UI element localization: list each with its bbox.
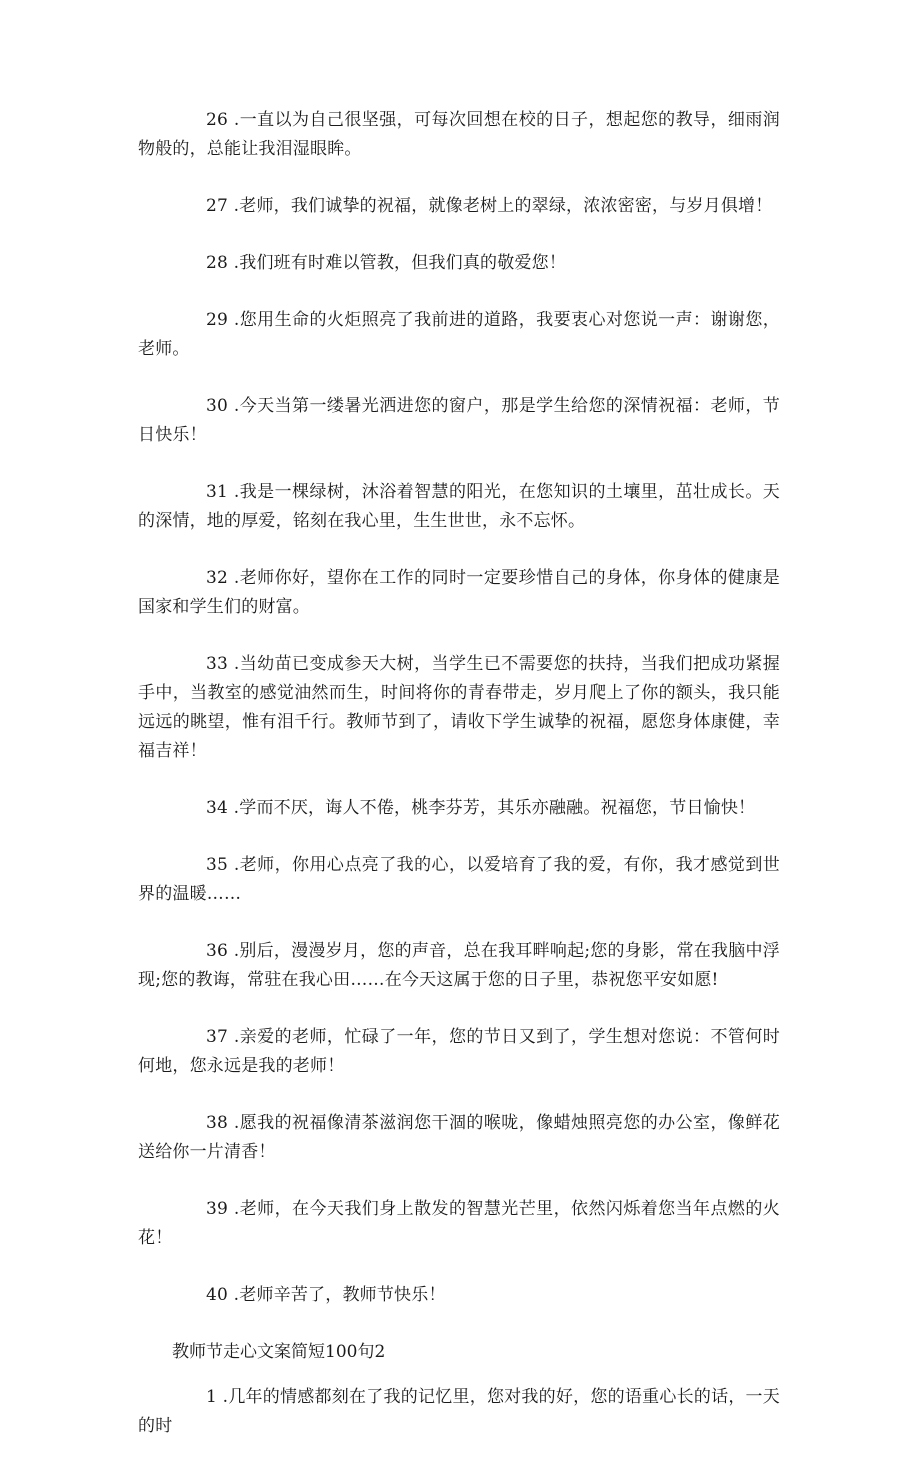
item-number: 27: [206, 196, 229, 216]
item-text: .老师，在今天我们身上散发的智慧光芒里，依然闪烁着您当年点燃的火花！: [138, 1199, 780, 1248]
list-item-1: [138, 1383, 780, 1441]
item-number: 40: [206, 1285, 229, 1305]
list-item-32: [138, 564, 780, 622]
item-text: .一直以为自己很坚强，可每次回想在校的日子，想起您的教导，细雨润物般的，总能让我泪湿眼眸。: [138, 110, 780, 159]
list-item-26: [138, 106, 780, 164]
section-heading: 教师节走心文案简短100句2: [172, 1342, 386, 1362]
item-text: .老师辛苦了，教师节快乐！: [228, 1285, 446, 1305]
item-number: 26: [206, 110, 229, 130]
item-number: 34: [206, 798, 229, 818]
item-number: 33: [206, 654, 229, 674]
list-item-30: [138, 392, 780, 450]
item-text: .老师，你用心点亮了我的心，以爱培育了我的爱，有你，我才感觉到世界的温暖……: [138, 855, 780, 904]
item-number: 1: [206, 1387, 218, 1407]
item-number: 38: [206, 1113, 229, 1133]
list-item-29: [138, 306, 780, 364]
list-item-34: [138, 794, 780, 823]
list-item-39: [138, 1195, 780, 1253]
list-item-31: [138, 478, 780, 536]
list-item-40: [138, 1281, 780, 1310]
list-item-35: [138, 851, 780, 909]
list-item-36: [138, 937, 780, 995]
item-text: .您用生命的火炬照亮了我前进的道路，我要衷心对您说一声：谢谢您，老师。: [138, 310, 780, 359]
item-number: 36: [206, 941, 229, 961]
list-item-28: [138, 249, 780, 278]
item-text: .亲爱的老师，忙碌了一年，您的节日又到了，学生想对您说：不管何时何地，您永远是我的老师！: [138, 1027, 780, 1076]
item-text: .学而不厌，诲人不倦，桃李芬芳，其乐亦融融。祝福您，节日愉快！: [228, 798, 756, 818]
document-body: [138, 106, 780, 1469]
list-item-27: [138, 192, 780, 221]
list-item-38: [138, 1109, 780, 1167]
item-number: 37: [206, 1027, 229, 1047]
item-text: .别后，漫漫岁月，您的声音，总在我耳畔响起;您的身影，常在我脑中浮现;您的教诲，常驻在我心田……在今天这属于您的日子里，恭祝您平安如愿!: [138, 941, 780, 990]
item-number: 31: [206, 482, 229, 502]
item-text: .今天当第一缕暑光洒进您的窗户，那是学生给您的深情祝福：老师，节日快乐！: [138, 396, 780, 445]
item-number: 35: [206, 855, 229, 875]
item-number: 32: [206, 568, 229, 588]
list-item-37: [138, 1023, 780, 1081]
item-text: .几年的情感都刻在了我的记忆里，您对我的好，您的语重心长的话，一天的时: [138, 1387, 780, 1436]
item-text: .老师，我们诚挚的祝福，就像老树上的翠绿，浓浓密密，与岁月俱增！: [228, 196, 773, 216]
item-text: .老师你好，望你在工作的同时一定要珍惜自己的身体，你身体的健康是国家和学生们的财富。: [138, 568, 780, 617]
item-text: .我是一棵绿树，沐浴着智慧的阳光，在您知识的土壤里，茁壮成长。天的深情，地的厚爱，铭刻在我心里，生生世世，永不忘怀。: [138, 482, 780, 531]
list-item-33: [138, 650, 780, 766]
item-number: 29: [206, 310, 229, 330]
item-text: .愿我的祝福像清茶滋润您干涸的喉咙，像蜡烛照亮您的办公室，像鲜花送给你一片清香！: [138, 1113, 780, 1162]
item-text: .当幼苗已变成参天大树，当学生已不需要您的扶持，当我们把成功紧握手中，当教室的感觉油然而生，时间将你的青春带走，岁月爬上了你的额头，我只能远远的眺望，惟有泪千行。教师节到了，请收下学生诚挚的祝福，愿您身体康健，幸福吉祥！: [138, 654, 780, 761]
item-number: 30: [206, 396, 229, 416]
item-number: 28: [206, 253, 229, 273]
item-text: .我们班有时难以管教，但我们真的敬爱您！: [228, 253, 567, 273]
item-number: 39: [206, 1199, 229, 1219]
